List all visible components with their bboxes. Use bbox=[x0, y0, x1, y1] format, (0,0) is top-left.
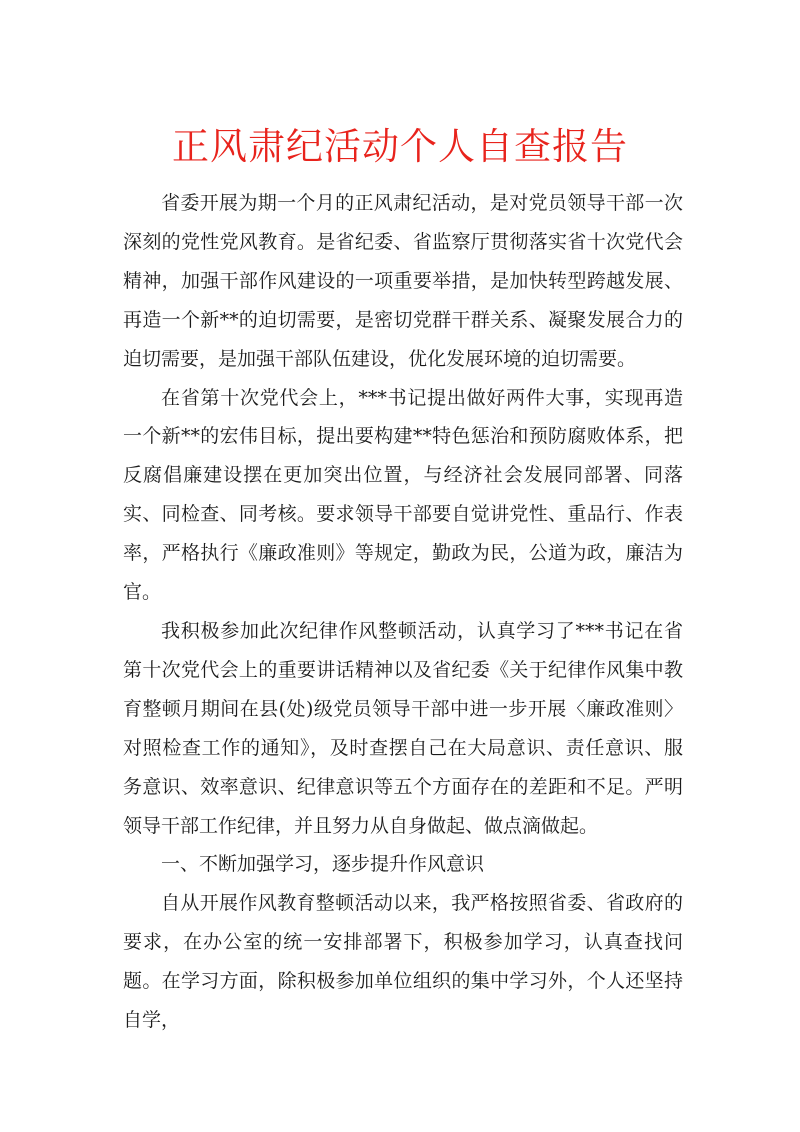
paragraph-3: 我积极参加此次纪律作风整顿活动，认真学习了***书记在省第十次党代会上的重要讲话精神以及省纪委《关于纪律作风集中教育整顿月期间在县(处)级党员领导干部中进一步开展〈廉政准则〉对照检查工作的通知》，及时查摆自己在大局意识、责任意识、服务意识、效率意识、纪律意识等五个方面存在的差距和不足。严明领导干部工作纪律，并且努力从自身做起、做点滴做起。 bbox=[123, 619, 683, 837]
document-title: 正风肃纪活动个人自查报告 bbox=[172, 125, 628, 168]
document-body bbox=[123, 184, 683, 1040]
paragraph-4: 自从开展作风教育整顿活动以来，我严格按照省委、省政府的要求，在办公室的统一安排部署下，积极参加学习，认真查找问题。在学习方面，除积极参加单位组织的集中学习外，个人还坚持自学， bbox=[123, 892, 683, 1032]
paragraph-1: 省委开展为期一个月的正风肃纪活动，是对党员领导干部一次深刻的党性党风教育。是省纪委、省监察厅贯彻落实省十次党代会精神，加强干部作风建设的一项重要举措，是加快转型跨越发展、再造一个新**的迫切需要，是密切党群干群关系、凝聚发展合力的迫切需要，是加强干部队伍建设，优化发展环境的迫切需要。 bbox=[123, 192, 683, 370]
section-heading-1: 一、不断加强学习，逐步提升作风意识 bbox=[161, 853, 485, 876]
paragraph-2: 在省第十次党代会上，***书记提出做好两件大事，实现再造一个新**的宏伟目标，提出要构建**特色惩治和预防腐败体系，把反腐倡廉建设摆在更加突出位置，与经济社会发展同部署、同落实、同检查、同考核。要求领导干部要自觉讲党性、重品行、作表率，严格执行《廉政准则》等规定，勤政为民，公道为政，廉洁为官。 bbox=[123, 386, 683, 604]
